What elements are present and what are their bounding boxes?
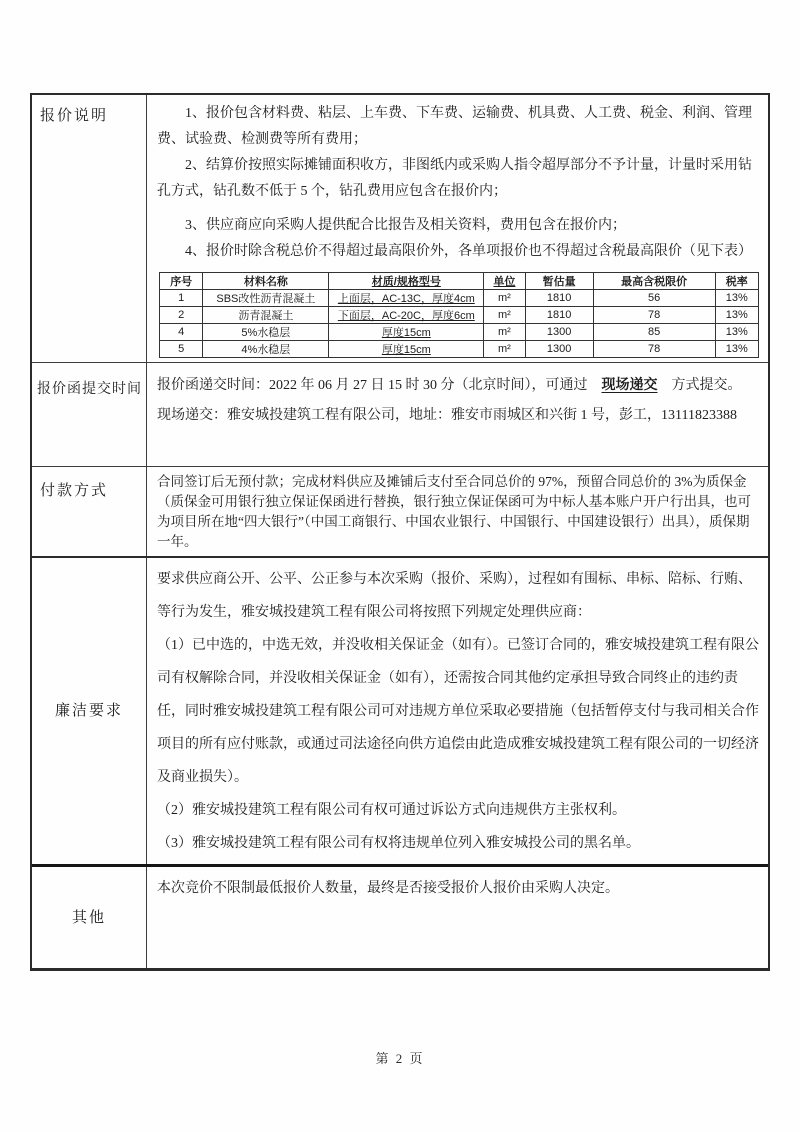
row-payment-terms	[32, 466, 768, 556]
cell-unit: m²	[484, 307, 525, 324]
row-submission-time	[32, 362, 768, 466]
cell-unit: m²	[484, 324, 525, 341]
cell-max-price: 85	[593, 324, 715, 341]
cell-max-price: 78	[593, 341, 715, 358]
price-limit-table	[159, 272, 759, 358]
submission-line1-prefix: 报价函递交时间：2022 年 06 月 27 日 15 时 30 分（北京时间），可通过	[157, 378, 588, 393]
cell-estimated-qty: 1810	[525, 290, 593, 307]
other-content	[147, 867, 768, 968]
quote-note-item-2: 2、结算价按照实际摊铺面积收方，非图纸内或采购人指令超厚部分不予计量，计量时采用钻孔方式，钻孔数不低于 5 个，钻孔费用应包含在报价内；	[157, 158, 752, 199]
cell-tax-rate: 13%	[715, 307, 758, 324]
cell-tax-rate: 13%	[715, 290, 758, 307]
quote-notes-label: 报价说明	[32, 95, 147, 362]
main-table	[30, 93, 770, 971]
submission-method-underlined: 现场递交	[601, 378, 658, 393]
cell-index: 4	[160, 324, 203, 341]
table-row	[160, 290, 759, 307]
other-label: 其他	[32, 867, 147, 968]
cell-unit: m²	[484, 290, 525, 307]
col-header-index: 序号	[160, 273, 203, 290]
cell-estimated-qty: 1300	[525, 324, 593, 341]
col-header-unit: 单位	[484, 273, 525, 290]
integrity-para-2: （1）已中选的，中选无效，并没收相关保证金（如有）。已签订合同的，雅安城投建筑工程有限公司有权解除合同，并没收相关保证金（如有），还需按合同其他约定承担导致合同终止的违约责任，同时雅安城投建筑工程有限公司可对违规方单位采取必要措施（包括暂停支付与我司相关合作项目的所有应付账款，或通过司法途径向供方追偿由此造成雅安城投建筑工程有限公司的一切经济及商业损失）。	[157, 638, 759, 785]
payment-terms-label: 付款方式	[32, 467, 147, 556]
price-table-header-row	[160, 273, 759, 290]
col-header-estimated-qty: 暂估量	[525, 273, 593, 290]
cell-tax-rate: 13%	[715, 324, 758, 341]
cell-estimated-qty: 1810	[525, 307, 593, 324]
other-text: 本次竞价不限制最低报价人数量，最终是否接受报价人报价由采购人决定。	[157, 881, 619, 896]
payment-terms-text: 合同签订后无预付款；完成材料供应及摊铺后支付至合同总价的 97%，预留合同总价的 3%为质保金（质保金可用银行独立保证保函进行替换，银行独立保证保函可为中标人基本账户开户行出具，也可为项目所在地“四大银行”（中国工商银行、中国农业银行、中国银行、中国建设银行）出具），质保期一年。	[157, 474, 751, 549]
cell-spec: 上面层，AC-13C，厚度4cm	[329, 290, 484, 307]
quote-note-item-1: 1、报价包含材料费、粘层、上车费、下车费、运输费、机具费、人工费、税金、利润、管理费、试验费、检测费等所有费用；	[157, 106, 752, 147]
integrity-para-1: 要求供应商公开、公平、公正参与本次采购（报价、采购），过程如有围标、串标、陪标、行贿、等行为发生，雅安城投建筑工程有限公司将按照下列规定处理供应商：	[157, 572, 752, 620]
row-quote-notes	[32, 95, 768, 362]
cell-max-price: 78	[593, 307, 715, 324]
col-header-max-price: 最高含税限价	[593, 273, 715, 290]
integrity-requirements-content	[147, 558, 768, 864]
cell-material: SBS改性沥青混凝土	[203, 290, 329, 307]
integrity-para-4: （3）雅安城投建筑工程有限公司有权将违规单位列入雅安城投公司的黑名单。	[157, 836, 640, 851]
cell-spec: 厚度15cm	[329, 324, 484, 341]
table-row	[160, 341, 759, 358]
submission-line1-suffix: 方式提交。	[671, 378, 742, 393]
col-header-spec: 材质/规格型号	[329, 273, 484, 290]
cell-index: 2	[160, 307, 203, 324]
col-header-tax-rate: 税率	[715, 273, 758, 290]
submission-line-1	[157, 371, 760, 401]
payment-terms-content	[147, 467, 768, 556]
cell-max-price: 56	[593, 290, 715, 307]
cell-material: 沥青混凝土	[203, 307, 329, 324]
cell-estimated-qty: 1300	[525, 341, 593, 358]
row-integrity-requirements	[32, 556, 768, 864]
submission-time-label: 报价函提交时间	[32, 363, 147, 466]
submission-time-content	[147, 363, 768, 466]
cell-index: 5	[160, 341, 203, 358]
submission-line-2: 现场递交：雅安城投建筑工程有限公司，地址：雅安市雨城区和兴街 1 号，彭工，13111823388	[157, 408, 737, 423]
cell-spec: 下面层，AC-20C，厚度6cm	[329, 307, 484, 324]
cell-unit: m²	[484, 341, 525, 358]
cell-tax-rate: 13%	[715, 341, 758, 358]
quote-note-item-3: 3、供应商应向采购人提供配合比报告及相关资料，费用包含在报价内；	[185, 218, 626, 233]
col-header-material: 材料名称	[203, 273, 329, 290]
cell-material: 5%水稳层	[203, 324, 329, 341]
integrity-requirements-label: 廉洁要求	[32, 558, 147, 864]
table-row	[160, 307, 759, 324]
cell-spec: 厚度15cm	[329, 341, 484, 358]
quote-notes-content	[147, 95, 768, 362]
cell-index: 1	[160, 290, 203, 307]
row-other	[32, 864, 768, 968]
table-row	[160, 324, 759, 341]
page-number: 第 2 页	[375, 1051, 425, 1066]
quote-note-item-4: 4、报价时除含税总价不得超过最高限价外，各单项报价也不得超过含税最高限价（见下表）	[185, 244, 752, 259]
cell-material: 4%水稳层	[203, 341, 329, 358]
integrity-para-3: （2）雅安城投建筑工程有限公司有权可通过诉讼方式向违规供方主张权利。	[157, 803, 626, 818]
